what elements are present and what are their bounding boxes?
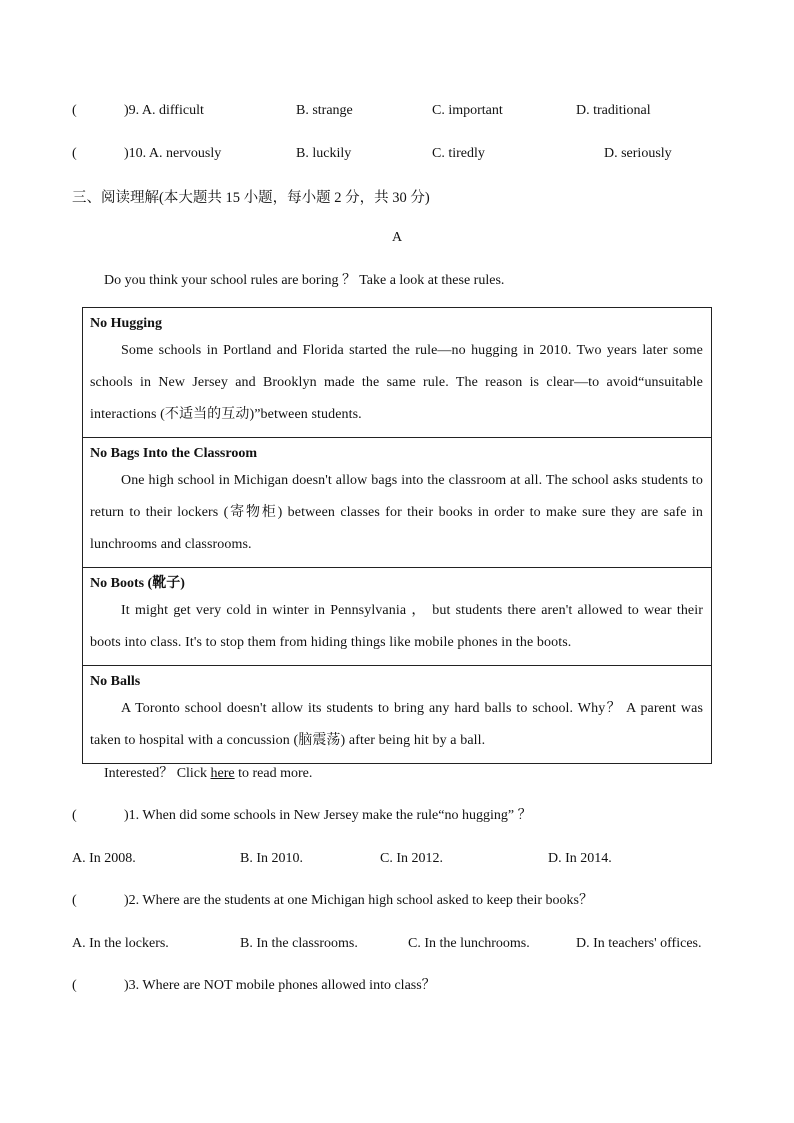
question-9-paren: ( — [72, 103, 77, 118]
question-3-stem: )3. Where are NOT mobile phones allowed into class？ — [124, 978, 436, 993]
rule-body: A Toronto school doesn't allow its students to bring any hard balls to school. Why？ A parent was taken to hospital with a concussion (脑震荡) after being hit by a ball. — [90, 701, 703, 748]
question-2-option-c: C. In the lunchrooms. — [408, 936, 530, 951]
question-9-stem: )9. A. difficult — [124, 103, 204, 118]
outro-text-before: Interested？ Click — [104, 766, 211, 781]
question-1-option-d: D. In 2014. — [548, 851, 612, 866]
question-2-option-a: A. In the lockers. — [72, 936, 169, 951]
question-1-paren: ( — [72, 808, 77, 823]
read-more-link[interactable]: here — [210, 766, 235, 781]
rule-cell — [83, 438, 712, 568]
rule-cell — [83, 666, 712, 764]
passage-intro: Do you think your school rules are boring ？ Take a look at these rules. — [104, 273, 505, 288]
rule-title: No Balls — [90, 674, 141, 689]
rule-row — [83, 438, 712, 568]
question-2-paren: ( — [72, 893, 77, 908]
question-3-paren: ( — [72, 978, 77, 993]
question-10-paren: ( — [72, 146, 77, 161]
question-9-option-b: B. strange — [296, 103, 353, 118]
rule-title: No Bags Into the Classroom — [90, 446, 257, 461]
rule-row — [83, 308, 712, 438]
rule-title: No Hugging — [90, 316, 162, 331]
rules-table — [82, 307, 712, 764]
question-1-option-a: A. In 2008. — [72, 851, 136, 866]
outro-text-after: to read more. — [234, 766, 313, 781]
passage-label: A — [391, 230, 403, 245]
question-2-stem: )2. Where are the students at one Michigan high school asked to keep their books？ — [124, 893, 594, 908]
passage-outro — [104, 765, 312, 783]
question-1-stem: )1. When did some schools in New Jersey make the rule“no hugging” ？ — [124, 808, 532, 823]
question-1-option-b: B. In 2010. — [240, 851, 303, 866]
question-2-option-b: B. In the classrooms. — [240, 936, 358, 951]
question-2-option-d: D. In teachers' offices. — [576, 936, 702, 951]
question-10-option-b: B. luckily — [296, 146, 352, 161]
rule-row — [83, 568, 712, 666]
question-10-option-c: C. tiredly — [432, 146, 485, 161]
section-heading: 三、阅读理解(本大题共 15 小题，每小题 2 分，共 30 分) — [72, 190, 430, 206]
question-10-option-d: D. seriously — [604, 146, 672, 161]
question-9-option-c: C. important — [432, 103, 503, 118]
rule-title: No Boots (靴子) — [90, 576, 185, 591]
rule-row — [83, 666, 712, 764]
question-9-option-d: D. traditional — [576, 103, 651, 118]
rule-body: One high school in Michigan doesn't allow bags into the classroom at all. The school asks students to return to their lockers (寄物柜) between classes for their books in order to make sure they are safe in lunchrooms and classrooms. — [90, 473, 703, 552]
rule-cell — [83, 568, 712, 666]
question-1-option-c: C. In 2012. — [380, 851, 443, 866]
rule-cell — [83, 308, 712, 438]
rule-body: It might get very cold in winter in Pennsylvania ， but students there aren't allowed to wear their boots into class. It's to stop them from hiding things like mobile phones in the boots. — [90, 603, 703, 650]
rule-body: Some schools in Portland and Florida started the rule—no hugging in 2010. Two years later some schools in New Jersey and Brooklyn made the same rule. The reason is clear—to avoid“unsuitable interactions (不适当的互动)”between students. — [90, 343, 703, 422]
question-10-stem: )10. A. nervously — [124, 146, 222, 161]
